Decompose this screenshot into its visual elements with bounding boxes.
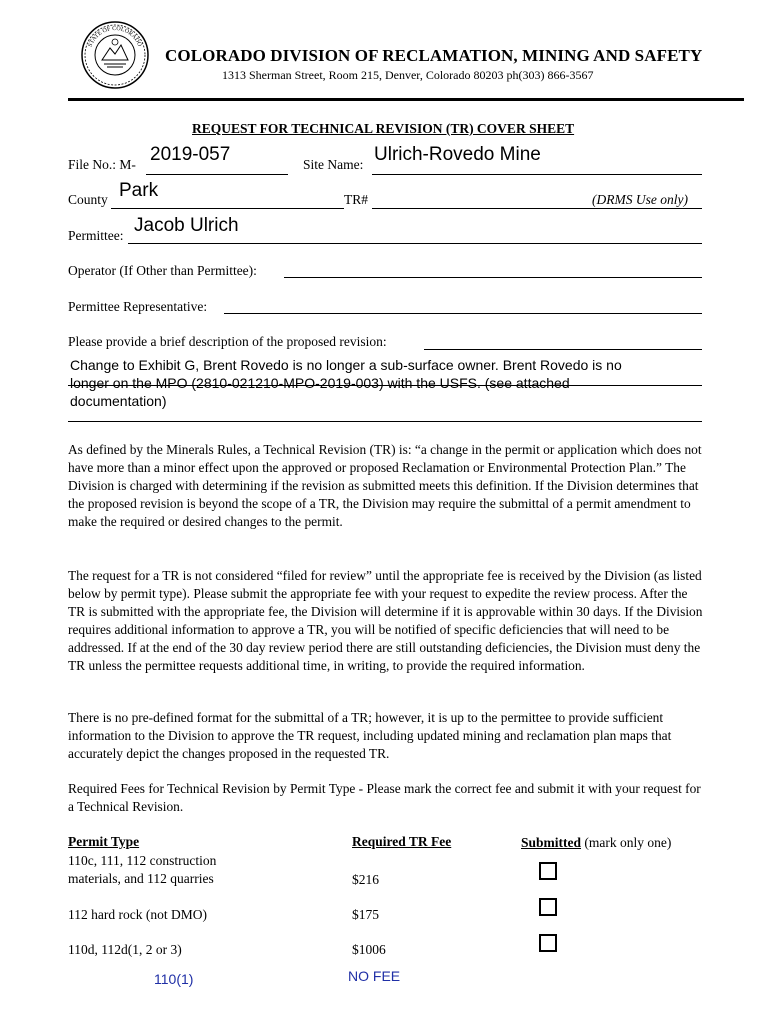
description-line: documentation) [70,393,167,409]
fee-cell: $175 [352,907,379,922]
tr-definition-paragraph: As defined by the Minerals Rules, a Technical Revision (TR) is: “a change in the permit or application which does not have more than a minor effect upon the approved or proposed Reclamation or Environmental Protection Plan.” The Division is charged with determining if the revision as submitted meets this definition. If the Division determines that the proposed revision is beyond the scope of a TR, the Division may require the submittal of a permit amendment to make the required or desired changes to the permit. [68,442,702,529]
description-line: Change to Exhibit G, Brent Rovedo is no longer a sub-surface owner. Brent Rovedo is no [70,357,622,373]
representative-label: Permittee Representative: [68,299,208,314]
county-underline [111,208,344,209]
agency-title: COLORADO DIVISION OF RECLAMATION, MINING AND SAFETY [165,46,703,65]
permittee-underline [128,243,702,244]
fee-checkbox-construction[interactable] [539,862,557,880]
permittee-label: Permittee: [68,228,124,243]
file-no-field[interactable]: 2019-057 [150,144,231,165]
format-paragraph: There is no pre-defined format for the submittal of a TR; however, it is up to the permittee to provide sufficient information to the Division to approve the TR request, including updated mining and reclamation plan maps that accurately depict the changes proposed in the requested TR. [68,710,672,761]
file-no-label: File No.: M- [68,157,136,172]
submitted-header-note: (mark only one) [581,835,672,850]
form-title: REQUEST FOR TECHNICAL REVISION (TR) COVER SHEET [192,121,575,136]
permit-type-cell: 112 hard rock (not DMO) [68,907,207,922]
operator-label: Operator (If Other than Permittee): [68,263,257,278]
fee-cell: $1006 [352,942,386,957]
fee-checkbox-110d[interactable] [539,934,557,952]
agency-address: 1313 Sherman Street, Room 215, Denver, Colorado 80203 ph(303) 866-3567 [222,68,594,82]
site-name-field[interactable]: Ulrich-Rovedo Mine [374,144,541,165]
description-field[interactable] [70,356,700,410]
fee-cell: $216 [352,872,379,887]
site-name-underline [372,174,702,175]
fee-checkbox-hard-rock[interactable] [539,898,557,916]
permit-type-110-1: 110(1) [154,971,194,987]
tr-number-underline [372,208,702,209]
no-fee-label: NO FEE [348,968,401,984]
description-underline-3 [68,421,702,422]
operator-underline [284,277,702,278]
description-line: longer on the MPO (2810-021210-MPO-2019-003) with the USFS. (see attached [70,375,570,391]
permittee-field[interactable]: Jacob Ulrich [134,215,239,236]
description-underline-1 [424,349,702,350]
submitted-header [521,834,671,852]
submitted-header-label: Submitted [521,835,582,850]
fee-review-paragraph: The request for a TR is not considered “filed for review” until the appropriate fee is received by the Division (as listed below by permit type). Please submit the appropriate fee with your request to expedite the review process. After the TR is submitted with the appropriate fee, the Division will determine if it is approvable within 30 days. If the Division requires additional information to approve a TR, you will be notified of specific deficiencies that will need to be addressed. If at the end of the 30 day review period there are still outstanding deficiencies, the Division must deny the TR unless the permittee requests additional time, in writing, to provide the required information. [68,568,703,673]
state-seal-logo [80,20,150,90]
svg-text:STATE OF COLORADO: STATE OF COLORADO [87,25,143,48]
header-divider [68,98,744,101]
permit-type-cell [68,852,216,888]
site-name-label: Site Name: [303,157,364,172]
tr-number-label: TR# [344,192,369,207]
required-fees-paragraph: Required Fees for Technical Revision by Permit Type - Please mark the correct fee and submit it with your request for a Technical Revision. [68,781,701,814]
description-label: Please provide a brief description of the proposed revision: [68,334,387,349]
permit-type-cell: 110d, 112d(1, 2 or 3) [68,942,182,957]
required-fee-header: Required TR Fee [352,834,452,849]
county-label: County [68,192,108,207]
permit-type-header: Permit Type [68,834,140,849]
file-no-underline [146,174,288,175]
drms-use-only-note: (DRMS Use only) [592,192,688,207]
permit-type-line: materials, and 112 quarries [68,871,214,886]
permit-type-line: 110c, 111, 112 construction [68,853,217,868]
representative-underline [224,313,702,314]
county-field[interactable]: Park [119,180,159,201]
